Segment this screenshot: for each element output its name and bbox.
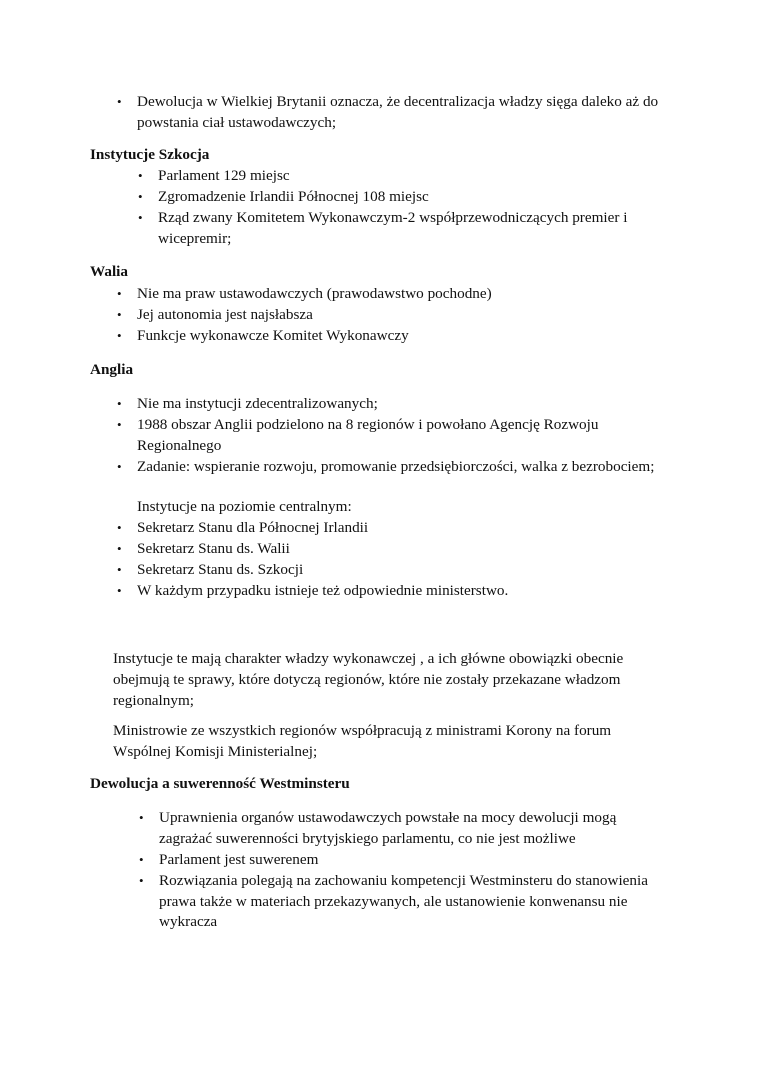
- bullet-icon: •: [117, 541, 122, 556]
- heading-anglia: Anglia: [90, 361, 134, 378]
- bullet-icon: •: [138, 210, 143, 225]
- paragraph: Ministrowie ze wszystkich regionów współpracują z ministrami Korony na forum Wspólnej Komisji Ministerialnej;: [113, 722, 612, 760]
- bullet-icon: •: [117, 583, 122, 598]
- list-item: • Sekretarz Stanu ds. Szkocji: [137, 560, 657, 581]
- list-item: • Jej autonomia jest najsłabsza: [137, 305, 657, 326]
- list-item: • 1988 obszar Anglii podzielono na 8 regionów i powołano Agencję Rozwoju Regionalnego: [117, 416, 599, 454]
- bullet-icon: •: [117, 459, 122, 474]
- list-item: • Rozwiązania polegają na zachowaniu kompetencji Westminsteru do stanowienia prawa także w materiach przekazywanych, ale ustanowienie konwenansu nie wykracza: [139, 872, 648, 930]
- list-item: • Zadanie: wspieranie rozwoju, promowanie przedsiębiorczości, walka z bezrobociem;: [137, 457, 677, 478]
- list-item: • Nie ma praw ustawodawczych (prawodawstwo pochodne): [137, 284, 657, 305]
- list-item: • Nie ma instytucji zdecentralizowanych;: [137, 394, 657, 415]
- bullet-icon: •: [117, 286, 122, 301]
- bullet-icon: •: [117, 328, 122, 343]
- heading-walia: Walia: [90, 263, 128, 280]
- bullet-icon: •: [138, 189, 143, 204]
- paragraph: Instytucje te mają charakter władzy wykonawczej , a ich główne obowiązki obecnie obejmują te sprawy, które dotyczą regionów, które nie zostały przekazane władzom regionalnym;: [113, 650, 624, 709]
- bullet-icon: •: [139, 873, 144, 888]
- bullet-icon: •: [117, 417, 122, 432]
- list-item: • Rząd zwany Komitetem Wykonawczym-2 współprzewodniczących premier i wicepremir;: [138, 209, 628, 247]
- bullet-icon: •: [117, 94, 122, 109]
- list-item: • Zgromadzenie Irlandii Północnej 108 miejsc: [158, 187, 668, 208]
- bullet-icon: •: [117, 562, 122, 577]
- list-item: • Parlament 129 miejsc: [158, 166, 668, 187]
- list-item: • W każdym przypadku istnieje też odpowiednie ministerstwo.: [137, 581, 657, 602]
- intro-bullet: • Dewolucja w Wielkiej Brytanii oznacza, że decentralizacja władzy sięga daleko aż do powstania ciał ustawodawczych;: [117, 93, 659, 131]
- bullet-icon: •: [139, 810, 144, 825]
- bullet-icon: •: [138, 168, 143, 183]
- bullet-icon: •: [117, 396, 122, 411]
- list-item: • Parlament jest suwerenem: [159, 850, 659, 871]
- bullet-icon: •: [139, 852, 144, 867]
- list-item: • Sekretarz Stanu dla Północnej Irlandii: [137, 518, 657, 539]
- list-item: • Sekretarz Stanu ds. Walii: [137, 539, 657, 560]
- heading-szkocja: Instytucje Szkocja: [90, 146, 210, 163]
- central-institutions-label: Instytucje na poziomie centralnym:: [137, 498, 352, 515]
- list-item: • Uprawnienia organów ustawodawczych powstałe na mocy dewolucji mogą zagrażać suwerenności brytyjskiego parlamentu, co nie jest możliwe: [139, 809, 617, 847]
- heading-westminster: Dewolucja a suwerenność Westminsteru: [90, 775, 350, 792]
- bullet-icon: •: [117, 307, 122, 322]
- bullet-icon: •: [117, 520, 122, 535]
- list-item: • Funkcje wykonawcze Komitet Wykonawczy: [137, 326, 657, 347]
